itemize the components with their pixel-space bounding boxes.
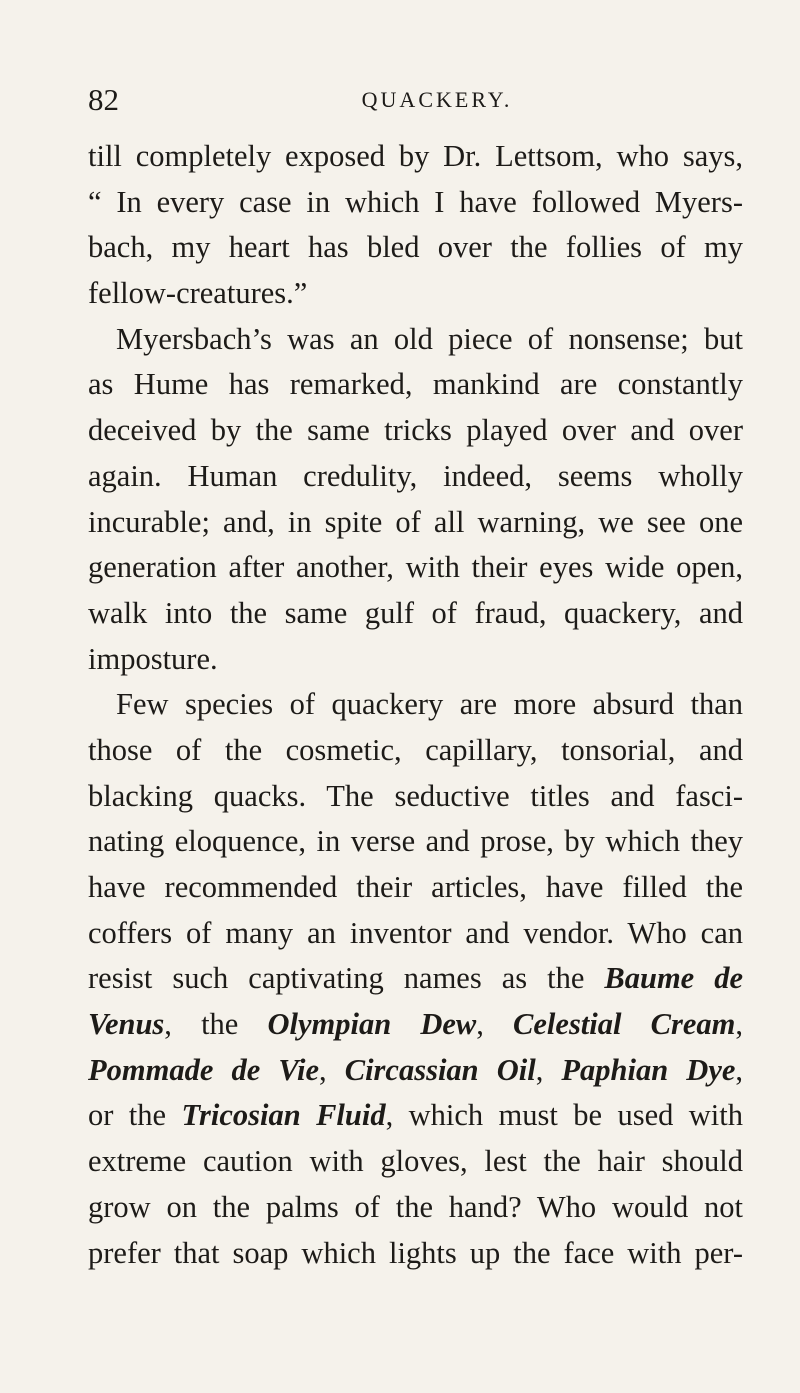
italic-product-name: Pommade de Vie (88, 1052, 320, 1087)
body-text (88, 134, 743, 1276)
text-line (88, 408, 743, 454)
text-line (88, 1231, 743, 1277)
page-header (88, 80, 740, 120)
text-segment: again. Human credulity, indeed, seems wholly (88, 458, 743, 493)
text-line (88, 1185, 743, 1231)
text-segment: imposture. (88, 641, 218, 676)
text-line (88, 956, 743, 1002)
text-segment: as Hume has remarked, mankind are constantly (88, 367, 743, 402)
text-line (88, 728, 743, 774)
text-line (88, 362, 743, 408)
page-number: 82 (88, 82, 119, 117)
text-line (88, 271, 743, 317)
text-line (88, 819, 743, 865)
text-line (88, 774, 743, 820)
text-segment: , (319, 1052, 345, 1087)
italic-product-name: Celestial Cream (513, 1007, 736, 1042)
text-line (88, 134, 743, 180)
text-segment: prefer that soap which lights up the face with per- (88, 1235, 743, 1270)
text-line (88, 545, 743, 591)
text-segment: , (535, 1052, 562, 1087)
italic-product-name: Tricosian Fluid (181, 1098, 386, 1133)
text-segment: bach, my heart has bled over the follies of my (88, 230, 743, 265)
text-segment: extreme caution with gloves, lest the hair should (88, 1144, 743, 1179)
text-line (88, 1002, 743, 1048)
text-segment: generation after another, with their eyes wide open, (88, 550, 743, 585)
text-segment: Few species of quackery are more absurd than (116, 687, 743, 722)
text-segment: , (476, 1007, 514, 1042)
italic-product-name: Venus (88, 1007, 165, 1042)
text-segment: incurable; and, in spite of all warning, we see one (88, 504, 743, 539)
text-segment: , the (164, 1007, 268, 1042)
text-segment: Myersbach’s was an old piece of nonsense; but (116, 321, 743, 356)
text-segment: , (735, 1052, 744, 1087)
text-segment: blacking quacks. The seductive titles and fasci- (88, 778, 743, 813)
text-line (88, 1139, 743, 1185)
text-line (88, 865, 743, 911)
italic-product-name: Paphian Dye (561, 1052, 736, 1087)
text-segment: coffers of many an inventor and vendor. Who can (88, 915, 743, 950)
text-line (88, 911, 743, 957)
italic-product-name: Circassian Oil (344, 1052, 536, 1087)
text-line (88, 591, 743, 637)
text-segment: deceived by the same tricks played over and over (88, 413, 743, 448)
italic-product-name: Olympian Dew (267, 1007, 477, 1042)
text-segment: nating eloquence, in verse and prose, by which they (88, 824, 743, 859)
text-segment: till completely exposed by Dr. Lettsom, who says, (88, 139, 743, 173)
text-line (88, 1048, 743, 1094)
text-line (88, 225, 743, 271)
text-line (88, 637, 743, 683)
text-line (88, 180, 743, 226)
text-segment: , which must be used with (385, 1098, 743, 1133)
text-segment: have recommended their articles, have filled the (88, 870, 743, 904)
text-segment: resist such captivating names as the (88, 961, 605, 996)
text-segment: fellow-creatures.” (88, 276, 308, 311)
text-line (88, 1093, 743, 1139)
text-segment: , (735, 1007, 743, 1042)
running-head: QUACKERY. (361, 87, 513, 112)
italic-product-name: Baume de (604, 961, 743, 996)
text-segment: those of the cosmetic, capillary, tonsorial, and (88, 732, 743, 767)
text-line (88, 500, 743, 546)
text-line (88, 682, 743, 728)
text-line (88, 454, 743, 500)
text-segment: “ In every case in which I have followed Myers- (88, 184, 743, 219)
text-segment: walk into the same gulf of fraud, quackery, and (88, 595, 743, 630)
text-line (88, 317, 743, 363)
text-segment: grow on the palms of the hand? Who would not (88, 1189, 743, 1224)
text-segment: or the (88, 1098, 182, 1133)
